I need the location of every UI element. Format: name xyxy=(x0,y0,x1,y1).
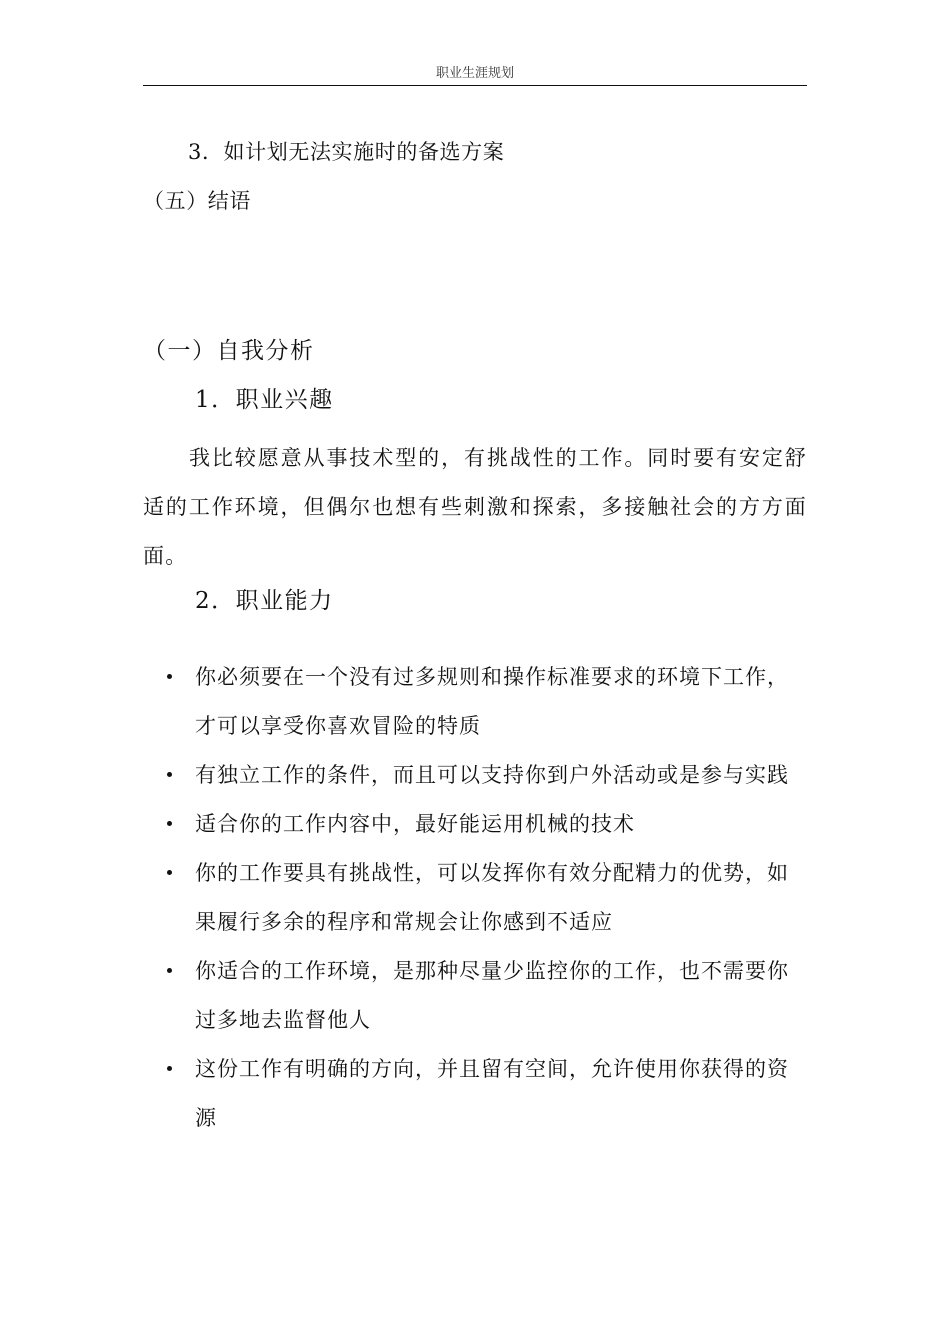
career-ability-list xyxy=(195,653,805,1143)
bullet-icon xyxy=(167,870,172,875)
list-item xyxy=(195,1045,805,1143)
bullet-icon xyxy=(167,772,172,777)
list-item-text: 你必须要在一个没有过多规则和操作标准要求的环境下工作，才可以享受你喜欢冒险的特质 xyxy=(195,665,789,738)
outline-section-5: （五）结语 xyxy=(143,189,251,213)
list-item xyxy=(195,800,805,849)
list-item xyxy=(195,849,805,947)
subheading-career-ability: 2．职业能力 xyxy=(195,588,334,614)
bullet-icon xyxy=(167,1066,172,1071)
outline-item-3: 3．如计划无法实施时的备选方案 xyxy=(188,140,505,164)
list-item-text: 适合你的工作内容中，最好能运用机械的技术 xyxy=(195,812,635,836)
page-header-title: 职业生涯规划 xyxy=(435,66,514,81)
list-item-text: 有独立工作的条件，而且可以支持你到户外活动或是参与实践 xyxy=(195,763,789,787)
list-item xyxy=(195,653,805,751)
bullet-icon xyxy=(167,821,172,826)
section-title-self-analysis: （一）自我分析 xyxy=(143,338,315,364)
bullet-icon xyxy=(167,674,172,679)
header-divider xyxy=(143,85,807,86)
subheading-career-interest: 1．职业兴趣 xyxy=(195,387,334,413)
list-item xyxy=(195,947,805,1045)
bullet-icon xyxy=(167,968,172,973)
list-item-text: 你适合的工作环境，是那种尽量少监控你的工作，也不需要你过多地去监督他人 xyxy=(195,959,789,1032)
list-item xyxy=(195,751,805,800)
list-item-text: 这份工作有明确的方向，并且留有空间，允许使用你获得的资源 xyxy=(195,1057,789,1130)
list-item-text: 你的工作要具有挑战性，可以发挥你有效分配精力的优势，如果履行多余的程序和常规会让你感到不适应 xyxy=(195,861,789,934)
career-interest-paragraph: 我比较愿意从事技术型的，有挑战性的工作。同时要有安定舒适的工作环境，但偶尔也想有些刺激和探索，多接触社会的方方面面。 xyxy=(143,446,807,568)
